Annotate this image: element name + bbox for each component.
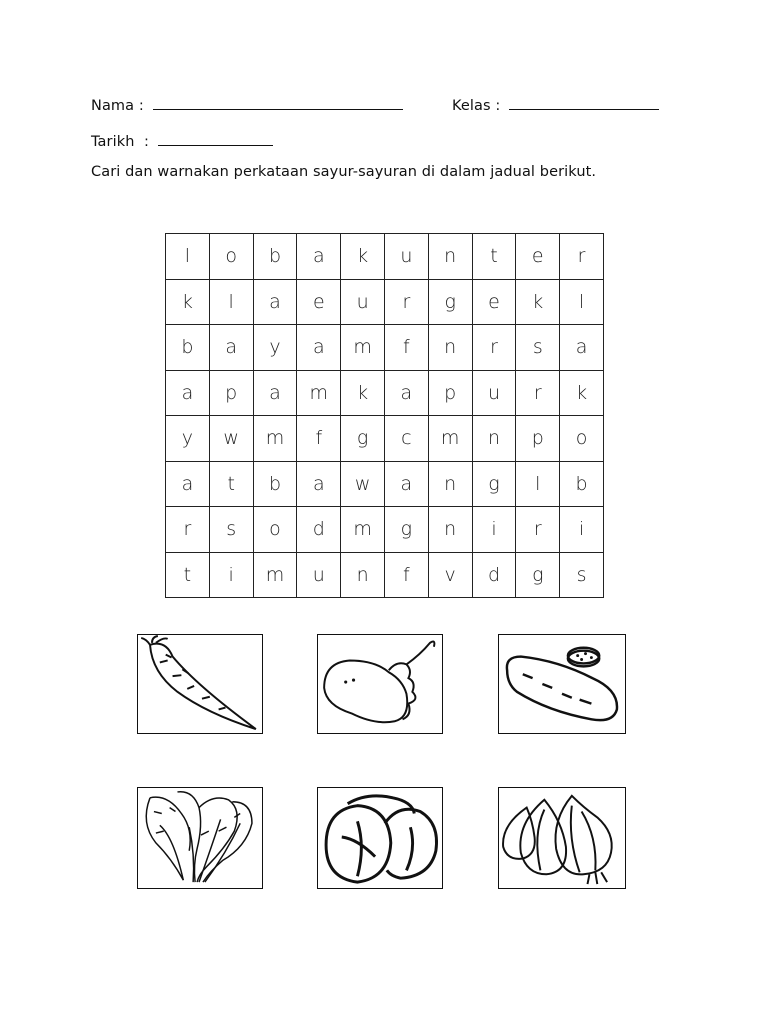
- grid-cell[interactable]: d: [472, 552, 516, 598]
- grid-cell[interactable]: y: [253, 325, 297, 371]
- grid-cell[interactable]: a: [253, 279, 297, 325]
- grid-cell[interactable]: e: [516, 234, 560, 280]
- grid-cell[interactable]: t: [209, 461, 253, 507]
- grid-cell[interactable]: n: [341, 552, 385, 598]
- word-search-grid: [165, 233, 604, 598]
- eggplant-picture: [317, 634, 443, 734]
- nama-label: Nama :: [91, 98, 144, 114]
- grid-cell[interactable]: o: [209, 234, 253, 280]
- grid-cell[interactable]: n: [428, 325, 472, 371]
- grid-cell[interactable]: n: [428, 461, 472, 507]
- grid-cell[interactable]: n: [428, 507, 472, 553]
- grid-cell[interactable]: e: [472, 279, 516, 325]
- grid-cell[interactable]: r: [472, 325, 516, 371]
- grid-cell[interactable]: l: [166, 234, 210, 280]
- cabbage-icon: [318, 788, 442, 888]
- grid-cell[interactable]: p: [428, 370, 472, 416]
- grid-cell[interactable]: b: [253, 461, 297, 507]
- grid-cell[interactable]: t: [166, 552, 210, 598]
- grid-cell[interactable]: r: [166, 507, 210, 553]
- grid-cell[interactable]: f: [384, 552, 428, 598]
- grid-cell[interactable]: y: [166, 416, 210, 462]
- grid-cell[interactable]: n: [428, 234, 472, 280]
- grid-cell[interactable]: w: [209, 416, 253, 462]
- grid-cell[interactable]: a: [384, 461, 428, 507]
- grid-cell[interactable]: a: [166, 461, 210, 507]
- grid-cell[interactable]: g: [341, 416, 385, 462]
- grid-row: [166, 370, 604, 416]
- grid-row: [166, 507, 604, 553]
- grid-cell[interactable]: a: [297, 461, 341, 507]
- kelas-row: [452, 94, 659, 114]
- grid-cell[interactable]: n: [472, 416, 516, 462]
- grid-cell[interactable]: r: [560, 234, 604, 280]
- grid-cell[interactable]: i: [472, 507, 516, 553]
- grid-cell[interactable]: m: [297, 370, 341, 416]
- grid-cell[interactable]: c: [384, 416, 428, 462]
- kelas-blank[interactable]: [509, 94, 659, 110]
- onion-picture: [498, 787, 626, 889]
- grid-cell[interactable]: a: [209, 325, 253, 371]
- carrot-picture: [137, 634, 263, 734]
- onion-icon: [499, 788, 625, 888]
- grid-cell[interactable]: f: [297, 416, 341, 462]
- grid-cell[interactable]: o: [560, 416, 604, 462]
- grid-cell[interactable]: m: [253, 416, 297, 462]
- grid-cell[interactable]: a: [297, 325, 341, 371]
- grid-cell[interactable]: k: [341, 370, 385, 416]
- grid-cell[interactable]: f: [384, 325, 428, 371]
- grid-cell[interactable]: g: [472, 461, 516, 507]
- grid-cell[interactable]: u: [472, 370, 516, 416]
- grid-row: [166, 279, 604, 325]
- nama-blank[interactable]: [153, 94, 403, 110]
- grid-cell[interactable]: m: [341, 325, 385, 371]
- cucumber-icon: [499, 635, 625, 733]
- grid-row: [166, 416, 604, 462]
- grid-row: [166, 325, 604, 371]
- grid-cell[interactable]: u: [384, 234, 428, 280]
- grid-cell[interactable]: d: [297, 507, 341, 553]
- grid-cell[interactable]: k: [166, 279, 210, 325]
- spinach-icon: [138, 788, 262, 888]
- grid-cell[interactable]: s: [560, 552, 604, 598]
- grid-row: [166, 461, 604, 507]
- grid-cell[interactable]: v: [428, 552, 472, 598]
- grid-cell[interactable]: r: [516, 507, 560, 553]
- grid-cell[interactable]: s: [209, 507, 253, 553]
- grid-cell[interactable]: s: [516, 325, 560, 371]
- grid-row: [166, 234, 604, 280]
- grid-cell[interactable]: m: [253, 552, 297, 598]
- grid-row: [166, 552, 604, 598]
- kelas-label: Kelas :: [452, 98, 501, 114]
- grid-cell[interactable]: g: [428, 279, 472, 325]
- grid-cell[interactable]: g: [516, 552, 560, 598]
- grid-cell[interactable]: k: [516, 279, 560, 325]
- cabbage-picture: [317, 787, 443, 889]
- grid-cell[interactable]: l: [516, 461, 560, 507]
- eggplant-icon: [318, 635, 442, 733]
- grid-cell[interactable]: t: [472, 234, 516, 280]
- grid-cell[interactable]: l: [560, 279, 604, 325]
- grid-cell[interactable]: a: [297, 234, 341, 280]
- carrot-icon: [138, 635, 262, 733]
- grid-cell[interactable]: o: [253, 507, 297, 553]
- grid-cell[interactable]: b: [166, 325, 210, 371]
- tarikh-row: [91, 130, 273, 150]
- instruction-text: Cari dan warnakan perkataan sayur-sayuran di dalam jadual berikut.: [91, 164, 597, 180]
- cucumber-picture: [498, 634, 626, 734]
- grid-cell[interactable]: a: [166, 370, 210, 416]
- grid-cell[interactable]: l: [209, 279, 253, 325]
- grid-cell[interactable]: r: [516, 370, 560, 416]
- grid-cell[interactable]: b: [560, 461, 604, 507]
- grid-cell[interactable]: u: [341, 279, 385, 325]
- tarikh-label: Tarikh :: [91, 134, 149, 150]
- grid-cell[interactable]: a: [560, 325, 604, 371]
- grid-cell[interactable]: a: [384, 370, 428, 416]
- grid-cell[interactable]: i: [560, 507, 604, 553]
- grid-cell[interactable]: e: [297, 279, 341, 325]
- tarikh-blank[interactable]: [158, 130, 273, 146]
- grid-cell[interactable]: k: [560, 370, 604, 416]
- grid-cell[interactable]: w: [341, 461, 385, 507]
- nama-row: [91, 94, 403, 114]
- grid-cell[interactable]: p: [516, 416, 560, 462]
- grid-cell[interactable]: k: [341, 234, 385, 280]
- grid-cell[interactable]: p: [209, 370, 253, 416]
- spinach-picture: [137, 787, 263, 889]
- grid-cell[interactable]: b: [253, 234, 297, 280]
- grid-cell[interactable]: i: [209, 552, 253, 598]
- grid-cell[interactable]: r: [384, 279, 428, 325]
- grid-cell[interactable]: u: [297, 552, 341, 598]
- grid-cell[interactable]: m: [341, 507, 385, 553]
- grid-cell[interactable]: m: [428, 416, 472, 462]
- grid-cell[interactable]: g: [384, 507, 428, 553]
- grid-cell[interactable]: a: [253, 370, 297, 416]
